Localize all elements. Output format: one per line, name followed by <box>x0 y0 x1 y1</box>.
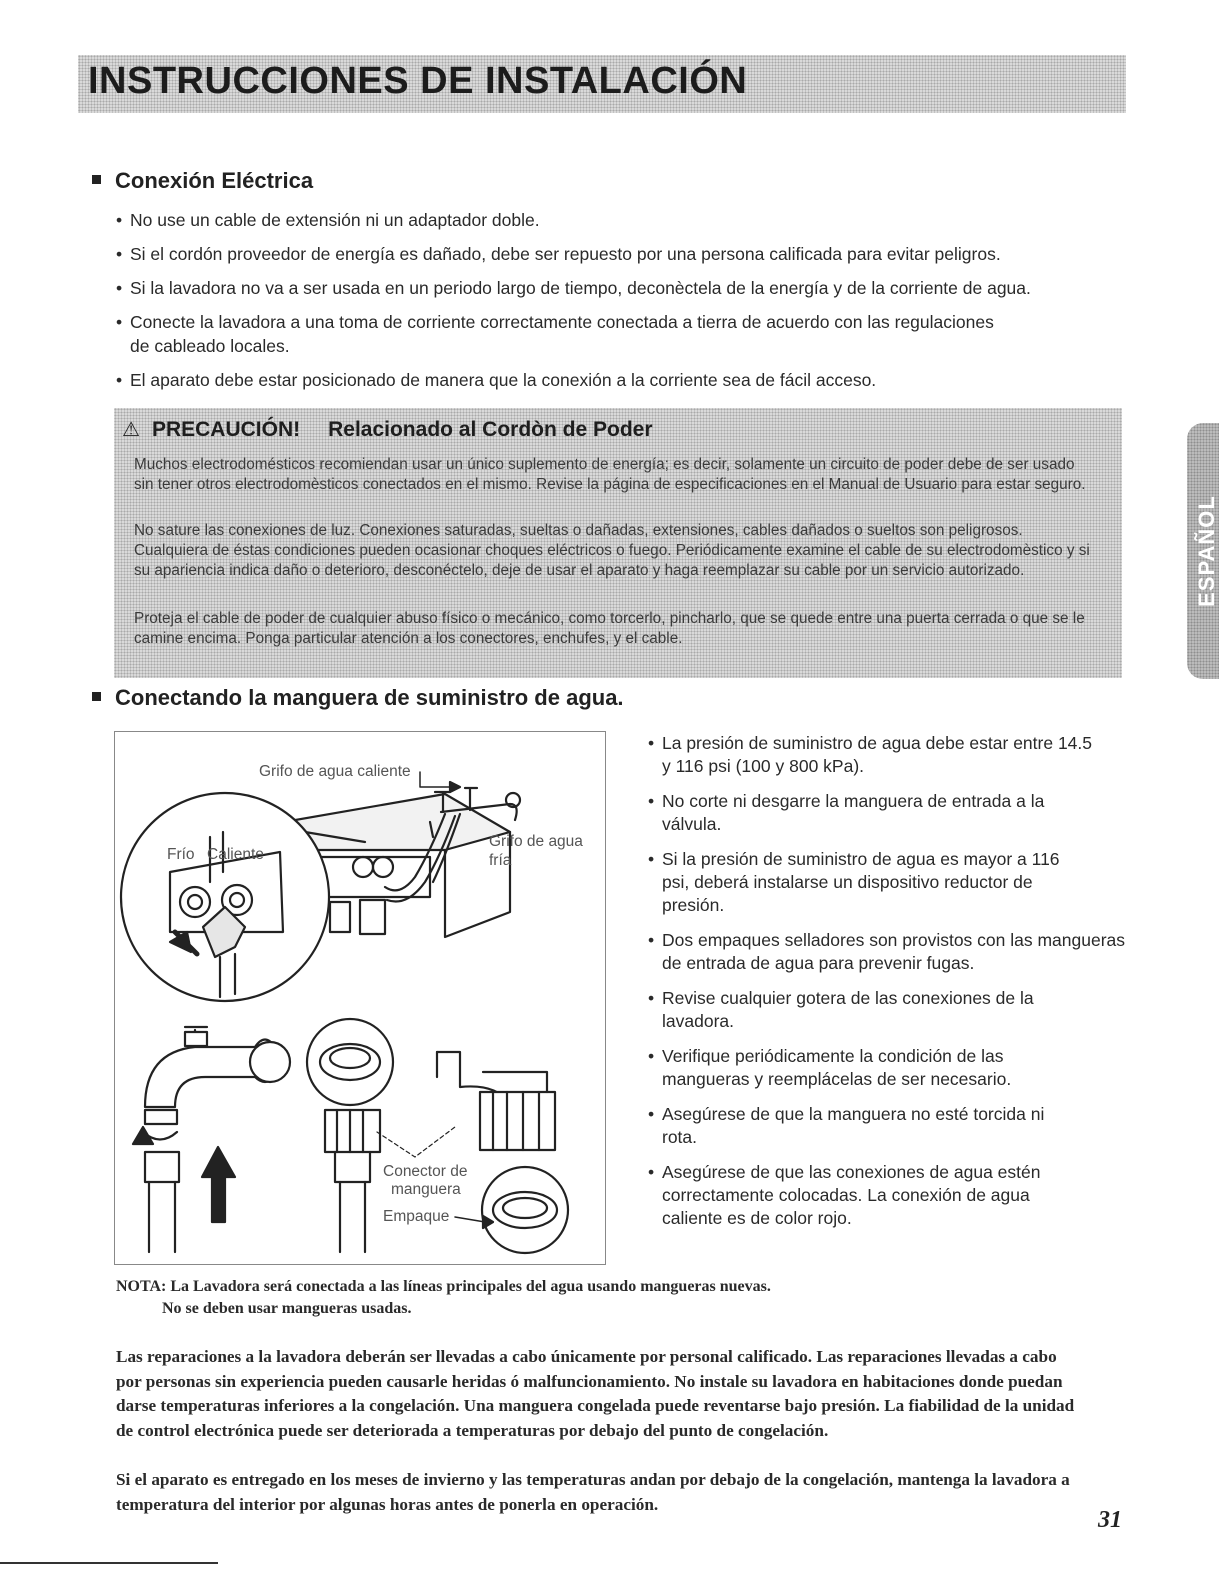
label-connector-line2: manguera <box>391 1181 461 1198</box>
language-side-tab <box>1187 423 1219 679</box>
hose-connector-icon <box>325 1110 380 1152</box>
repair-paragraph-2: Si el aparato es entregado en los meses de invierno y las temperaturas andan por debajo de la congelación, mantenga la lavadora a temperatura del interior por algunas horas antes de ponerla en operación. <box>116 1470 1070 1514</box>
square-bullet-icon <box>92 175 101 184</box>
label-cold: Frío <box>167 846 195 863</box>
hose-end-icon <box>149 1182 175 1252</box>
caution-subtitle-text: Relacionado al Cordòn de Poder <box>328 418 653 441</box>
caution-heading <box>122 417 653 442</box>
list-item: • Si la lavadora no va a ser usada en un periodo largo de tiempo, deconèctela de la energía y de la corriente de agua. <box>116 276 1156 300</box>
electrical-section-heading <box>92 168 313 194</box>
caution-paragraph: Proteja el cable de poder de cualquier abuso físico o mecánico, como torcerlo, pincharlo, que se quede entre una puerta cerrada o que se le camine encima. Ponga particular atención a los conectores, enchufes, y el cable. <box>134 610 1085 647</box>
hose-connection-illustration <box>114 731 606 1265</box>
caution-title-text: PRECAUCIÓN! <box>151 418 301 441</box>
list-item: • Si la presión de suministro de agua es mayor a 116 psi, deberá instalarse un dispositivo reductor de presión. <box>648 848 1062 917</box>
label-cold-tap-line2: fría <box>489 852 512 869</box>
list-item: • Conecte la lavadora a una toma de corriente correctamente conectada a tierra de acuerdo con las regulaciones de cableado locales. <box>116 310 1000 358</box>
label-cold-tap-line1: Grifo de agua <box>489 833 583 850</box>
hose-heading-text: Conectando la manguera de suministro de agua. <box>115 685 624 710</box>
label-connector-line1: Conector de <box>383 1163 468 1180</box>
zoom-detail-circle <box>121 793 329 1001</box>
list-item: • Asegúrese de que la manguera no esté torcida ni rota. <box>648 1103 1082 1149</box>
label-hot-tap: Grifo de agua caliente <box>259 763 411 780</box>
electrical-heading-text: Conexión Eléctrica <box>115 168 314 193</box>
list-item: • No corte ni desgarre la manguera de entrada a la válvula. <box>648 790 1102 836</box>
square-bullet-icon <box>92 692 101 701</box>
warning-triangle-icon: ⚠ <box>122 419 140 441</box>
list-item: • La presión de suministro de agua debe estar entre 14.5 y 116 psi (100 y 800 kPa). <box>648 732 1092 778</box>
illustration-drawing <box>115 732 605 1264</box>
hose-section-heading <box>92 685 624 711</box>
note-line-1: NOTA: La Lavadora será conectada a las líneas principales del agua usando mangueras nuevas. <box>116 1278 771 1295</box>
label-gasket: Empaque <box>383 1208 450 1225</box>
list-item: • Revise cualquier gotera de las conexiones de la lavadora. <box>648 987 1092 1033</box>
repair-paragraph: Las reparaciones a la lavadora deberán ser llevadas a cabo únicamente por personal calificado. Las reparaciones llevadas a cabo por personas sin experiencia pueden causarle heridas ó malfuncionamiento. No instale su lavadora en habitaciones donde puedan darse temperaturas inferiores a la congelación. Una manguera congelada puede reventarse bajo presión. La fiabilidad de la unidad de control electrónica puede ser deteriorada a temperaturas por debajo del punto de congelación. <box>116 1347 1075 1440</box>
list-item: • Dos empaques selladores son provistos con las mangueras de entrada de agua para prevenir fugas. <box>648 929 1137 975</box>
list-item: • El aparato debe estar posicionado de manera que la conexión a la corriente sea de fácil acceso. <box>116 368 1156 392</box>
hose-list <box>648 732 1128 1242</box>
gasket-ring-circle <box>482 1167 568 1253</box>
caution-paragraph: Muchos electrodomésticos recomiendan usar un único suplemento de energía; es decir, solamente un circuito de poder debe de ser usado sin tener otros electrodomèsticos conectados en el mismo. Revise la página de especificaciones en el Manual de Usuario para estar seguro. <box>134 456 1086 493</box>
label-hot: Caliente <box>207 846 264 863</box>
electrical-list <box>116 208 1156 402</box>
up-arrow-icon <box>202 1147 235 1222</box>
list-item: • Asegúrese de que las conexiones de agua estén correctamente colocadas. La conexión de agua caliente es de color rojo. <box>648 1161 1092 1230</box>
footer-rule <box>0 1562 218 1564</box>
page-number: 31 <box>1098 1507 1122 1533</box>
list-item: • Si el cordón proveedor de energía es dañado, debe ser repuesto por una persona calificada para evitar peligros. <box>116 242 1156 266</box>
caution-paragraph: No sature las conexiones de luz. Conexiones saturadas, sueltas o dañadas, extensiones, cables dañados o sueltos son peligrosos. Cualquiera de éstas condiciones pueden ocasionar choques eléctricos o fuego. Periódicamente examine el cable de su electrodomèstico y si su apariencia indica daño o deterioro, desconéctelo, deje de usar el aparato y haga reemplazar su cable por un servicio autorizado. <box>134 522 1090 579</box>
page-title: INSTRUCCIONES DE INSTALACIÓN <box>88 60 748 102</box>
list-item: • No use un cable de extensión ni un adaptador doble. <box>116 208 1156 232</box>
note-line-2: No se deben usar mangueras usadas. <box>162 1300 412 1317</box>
list-item: • Verifique periódicamente la condición de las mangueras y reemplácelas de ser necesario. <box>648 1045 1077 1091</box>
side-tab-label: ESPAÑOL <box>1194 495 1219 607</box>
